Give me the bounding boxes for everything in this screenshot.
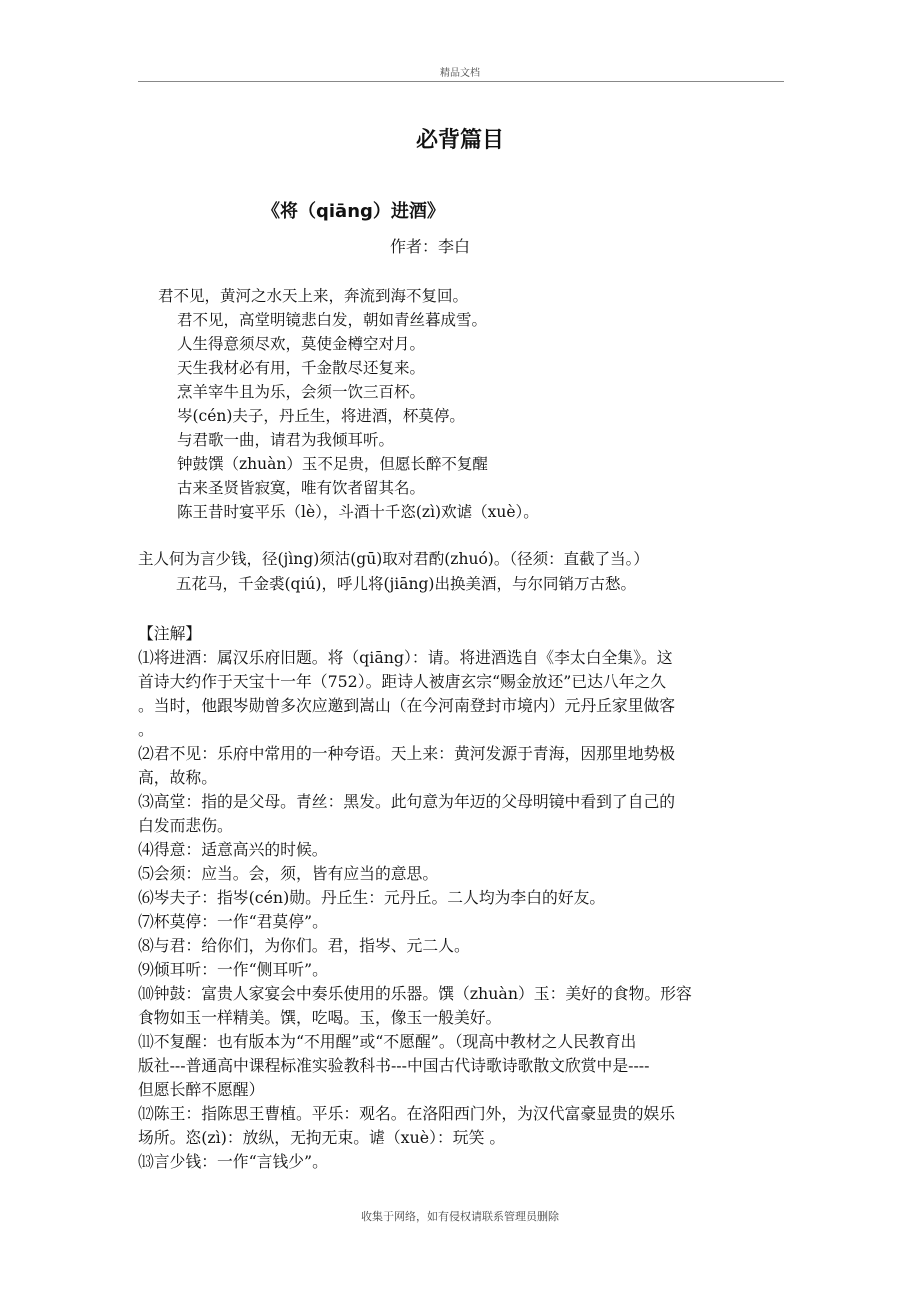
- annotation-line: 版社---普通高中课程标准实验教科书---中国古代诗歌诗歌散文欣赏中是----: [138, 1056, 650, 1075]
- annotation-line: 高，故称。: [138, 768, 217, 787]
- poem-line: 钟鼓馔（zhuàn）玉不足贵，但愿长醉不复醒: [177, 455, 488, 473]
- poem-line: 岑(cén)夫子，丹丘生，将进酒，杯莫停。: [177, 407, 465, 425]
- annotation-line: 首诗大约作于天宝十一年（752）。距诗人被唐玄宗“赐金放还”已达八年之久: [138, 672, 667, 691]
- poem-line: 君不见，黄河之水天上来，奔流到海不复回。: [158, 287, 469, 305]
- annotation-line: 食物如玉一样精美。馔，吃喝。玉，像玉一般美好。: [138, 1008, 502, 1027]
- poem-author: 作者：李白: [390, 237, 471, 256]
- annotation-line: ⑿陈王：指陈思王曹植。平乐：观名。在洛阳西门外，为汉代富豪显贵的娱乐: [138, 1104, 676, 1123]
- page-title: 必背篇目: [415, 128, 504, 153]
- annotation-line: 白发而悲伤。: [138, 816, 233, 835]
- annotation-line: ⑼倾耳听：一作“侧耳听”。: [138, 960, 328, 979]
- annotation-line: ⑶高堂：指的是父母。青丝：黑发。此句意为年迈的父母明镜中看到了自己的: [138, 792, 676, 811]
- annotation-line: 但愿长醉不愿醒）: [138, 1080, 265, 1099]
- poem-line: 天生我材必有用，千金散尽还复来。: [177, 359, 426, 377]
- poem-title: 《将（qiāng）进酒》: [262, 201, 445, 222]
- poem-line: 烹羊宰牛且为乐，会须一饮三百杯。: [177, 383, 426, 401]
- page-header-label: 精品文档: [440, 68, 480, 79]
- poem-line: 陈王昔时宴平乐（lè），斗酒十千恣(zì)欢谑（xuè）。: [177, 503, 539, 521]
- annotation-line: ⑷得意：适意高兴的时候。: [138, 840, 328, 859]
- annotation-line: ⑹岑夫子：指岑(cén)勋。丹丘生：元丹丘。二人均为李白的好友。: [138, 888, 606, 907]
- poem-line: 君不见，高堂明镜悲白发，朝如青丝暮成雪。: [177, 311, 488, 329]
- header-divider: [138, 81, 784, 82]
- annotation-line: ⑺杯莫停：一作“君莫停”。: [138, 912, 328, 931]
- annotation-line: ⑸会须：应当。会，须，皆有应当的意思。: [138, 864, 439, 883]
- annotation-line: ⑻与君：给你们，为你们。君，指岑、元二人。: [138, 936, 470, 955]
- poem-line: 古来圣贤皆寂寞，唯有饮者留其名。: [177, 479, 426, 497]
- annotation-line: 场所。恣(zì)：放纵，无拘无束。谑（xuè）：玩笑 。: [138, 1128, 506, 1147]
- annotation-line: ⑾不复醒：也有版本为“不用醒”或“不愿醒”。（现高中教材之人民教育出: [138, 1032, 637, 1051]
- annotation-line: ⑽钟鼓：富贵人家宴会中奏乐使用的乐器。馔（zhuàn）玉：美好的食物。形容: [138, 984, 692, 1003]
- annotation-line: ⑵君不见：乐府中常用的一种夸语。天上来：黄河发源于青海，因那里地势极: [138, 744, 676, 763]
- poem-paragraph: 主人何为言少钱，径(jìng)须沽(gū)取对君酌(zhuó)。（径须：直截了当。）: [138, 550, 649, 568]
- annotation-line: ⒀言少钱：一作“言钱少”。: [138, 1152, 328, 1171]
- poem-line: 与君歌一曲，请君为我倾耳听。: [177, 431, 395, 449]
- annotation-line: ⑴将进酒：属汉乐府旧题。将（qiāng）：请。将进酒选自《李太白全集》。这: [138, 648, 673, 667]
- poem-line: 人生得意须尽欢，莫使金樽空对月。: [177, 335, 426, 353]
- annotation-line: 。当时，他跟岑勋曾多次应邀到嵩山（在今河南登封市境内）元丹丘家里做客: [138, 696, 676, 715]
- page-footer-label: 收集于网络，如有侵权请联系管理员删除: [361, 1210, 559, 1223]
- annotations-heading: 【注解】: [138, 624, 202, 643]
- annotation-line: 。: [138, 720, 154, 739]
- poem-paragraph: 五花马，千金裘(qiú)，呼儿将(jiāng)出换美酒，与尔同销万古愁。: [176, 575, 636, 593]
